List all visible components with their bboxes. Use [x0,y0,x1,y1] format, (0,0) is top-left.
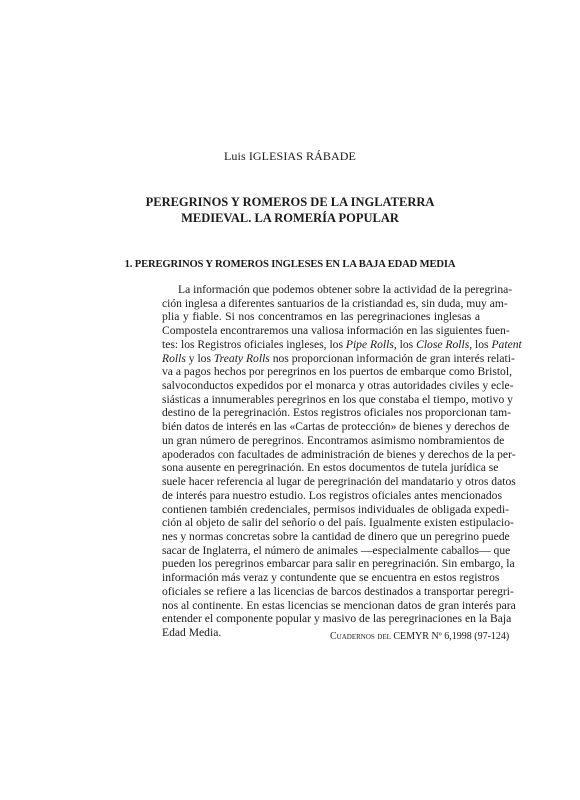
body-line [162,351,515,366]
text-segment: entender el componente popular y masivo de las peregrinaciones en la Baja [162,612,512,626]
text-segment: nos al continente. En estas licencias se mencionan datos de gran interés para [162,598,516,612]
body-line [162,296,508,311]
body-line [162,310,480,324]
body-line [162,365,512,379]
body-line [162,612,512,626]
journal-name: Cuadernos del [330,631,391,642]
text-segment: un gran número de peregrinos. Encontramos asimismo nombramientos de [162,433,505,447]
body-line [162,475,516,489]
body-line [162,529,510,544]
body-line [162,433,505,448]
text-segment: sona ausente en peregrinación. En estos documentos de tutela jurídica se [162,461,499,475]
italic-text: Patent [491,337,522,351]
text-segment: , los [393,337,417,351]
body-line [162,447,516,462]
text-segment: pueden los peregrinos embarcar para salir en peregrinación. Sin embargo, la [162,557,515,571]
text-segment: sacar de Inglaterra, el número de animales —especialmente caballos— que [162,543,511,557]
body-paragraph [162,283,522,640]
text-segment: información más veraz y contundente que se encuentra en estos registros [162,571,500,585]
text-segment: nos proporcionan información de gran interés relati- [269,351,515,365]
text-segment: suele hacer referencia al lugar de peregrinación del mandatario y otros datos [162,475,516,489]
body-line [162,571,500,585]
text-segment: ción al objeto de salir del señorío o del país. Igualmente existen estipulacio- [162,516,514,530]
body-line [162,379,514,393]
journal-footer [330,631,510,642]
body-line [162,584,514,599]
article-title-line-2: MEDIEVAL. LA ROMERÍA POPULAR [181,211,399,225]
text-segment: y los [185,351,214,365]
text-segment: contienen también credenciales, permisos individuales de obligada expedi- [162,502,510,516]
author-name: Luis IGLESIAS RÁBADE [223,149,356,163]
text-segment: siásticas a innumerables peregrinos en los que constaba el tiempo, motivo y [162,392,513,406]
body-line [162,516,514,530]
body-line [162,598,516,613]
text-segment: apoderados con facultades de administración de bienes y derechos de la per- [162,447,516,461]
body-line [162,283,513,297]
text-segment: oficiales se refiere a las licencias de barcos destinados a transportar peregri- [162,584,514,598]
body-line [162,543,511,558]
body-line [162,337,522,352]
italic-text: Treaty Rolls [213,351,270,365]
body-line [162,406,512,420]
body-line [162,420,510,434]
body-line [162,502,510,517]
body-line [162,461,499,475]
article-title-line-1: PEREGRINOS Y ROMEROS DE LA INGLATERRA [145,195,435,209]
body-line [162,324,510,338]
text-segment: nes y normas concretas sobre la cantidad de dinero que un peregrino puede [162,529,510,543]
text-segment: destino de la peregrinación. Estos registros oficiales nos proporcionan tam- [162,406,512,420]
body-line [162,392,513,407]
body-line [162,557,515,571]
section-heading: 1. PEREGRINOS Y ROMEROS INGLESES EN LA BAJA EDAD MEDIA [124,259,456,270]
text-segment: va a pagos hechos por peregrinos en los puertos de embarque como Bristol, [162,365,512,379]
text-segment: Compostela encontraremos una valiosa información en las siguientes fuen- [162,324,510,338]
text-segment: plia y fiable. Si nos concentramos en las peregrinaciones inglesas a [162,310,480,324]
article-title [0,194,580,226]
text-segment: tes: los Registros oficiales ingleses, los [162,337,346,351]
text-segment: de interés para nuestro estudio. Los registros oficiales antes mencionados [162,488,502,502]
text-segment: Edad Media. [162,625,222,639]
italic-text: Pipe Rolls [345,337,394,351]
text-segment: La información que podemos obtener sobre la actividad de la peregrina- [178,283,513,296]
text-segment: bién datos de interés en las «Cartas de protección» de bienes y derechos de [162,420,510,434]
text-segment: , los [469,337,492,351]
italic-text: Close Rolls [416,337,470,351]
journal-issue: CEMYR Nº 6,1998 (97-124) [390,631,510,642]
italic-text: Rolls [162,351,186,365]
text-segment: salvoconductos expedidos por el monarca y otras autoridades civiles y ecle- [162,379,514,393]
text-segment: ción inglesa a diferentes santuarios de la cristiandad es, sin duda, muy am- [162,296,508,310]
body-line [162,488,502,503]
